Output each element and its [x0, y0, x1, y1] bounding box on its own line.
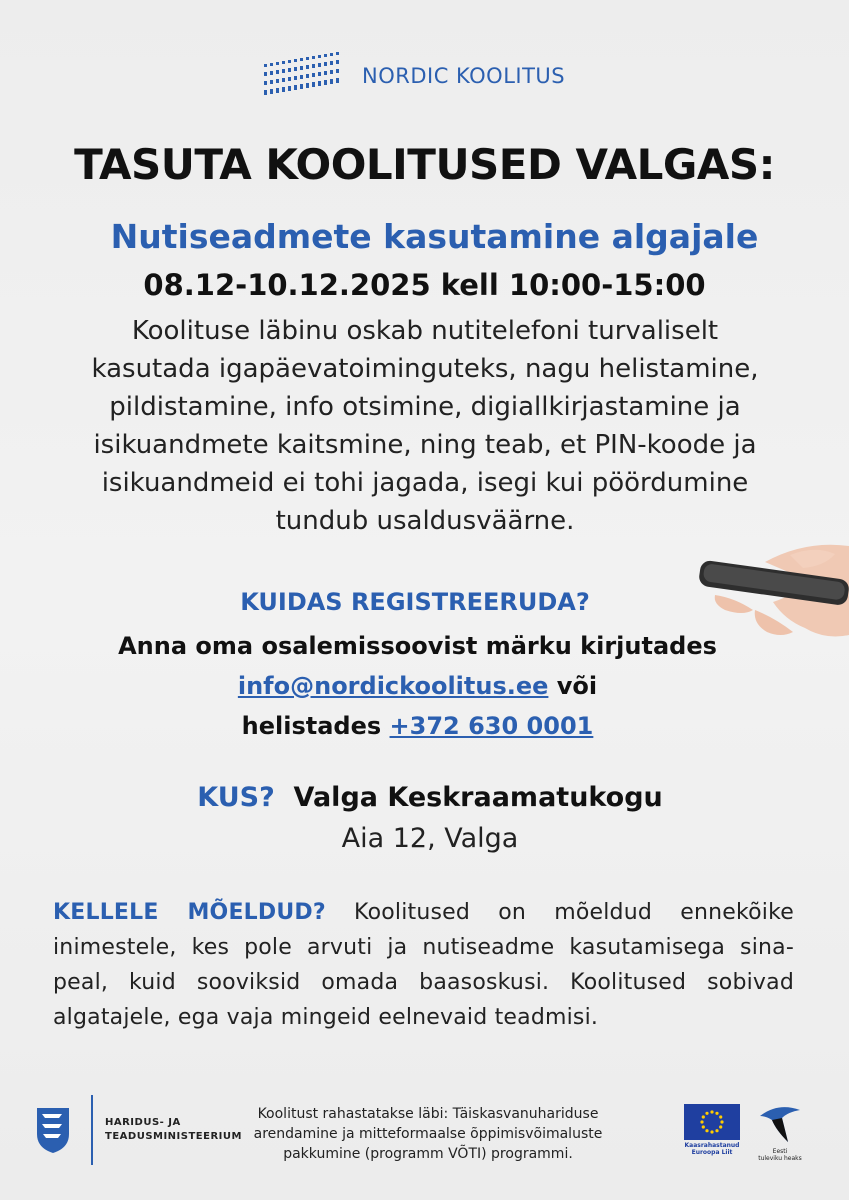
ministry-logo — [35, 1095, 242, 1165]
funding-line: pakkumine (programm VÕTI) programmi. — [283, 1146, 573, 1162]
email-link[interactable]: info@nordickoolitus.ee — [237, 672, 549, 700]
eesti-caption-line: Eesti — [772, 1148, 788, 1155]
eu-flag-icon — [684, 1104, 740, 1140]
location-line — [0, 782, 849, 813]
audience-paragraph — [53, 895, 794, 1035]
eesti-logo — [756, 1102, 804, 1162]
ministry-line: TEADUSMINISTEERIUM — [105, 1131, 242, 1142]
registration-line: Anna oma osalemissoovist märku kirjutades — [118, 632, 717, 660]
logo-wave-icon — [262, 50, 342, 102]
logo-text: NORDIC KOOLITUS — [362, 64, 566, 88]
location-venue: Valga Keskraamatukogu — [293, 782, 663, 813]
description-line: isikuandmete kaitsmine, ning teab, et PIN-koode ja — [93, 430, 757, 460]
location-address: Aia 12, Valga — [341, 823, 519, 854]
ministry-line: HARIDUS- JA — [105, 1117, 181, 1128]
course-description — [30, 312, 820, 540]
swallow-icon — [758, 1102, 802, 1144]
description-line: tundub usaldusväärne. — [275, 506, 575, 536]
phone-link[interactable]: +372 630 0001 — [389, 712, 594, 740]
nordic-koolitus-logo — [262, 50, 565, 102]
description-line: pildistamine, info otsimine, digiallkirjastamine ja — [109, 392, 741, 422]
coat-of-arms-icon — [35, 1106, 71, 1154]
description-line: Koolituse läbinu oskab nutitelefoni turvaliselt — [131, 316, 719, 346]
registration-heading: KUIDAS REGISTREERUDA? — [240, 588, 590, 616]
audience-text: Koolitused on mõeldud ennekõike inimestele, kes pole arvuti ja nutiseadme kasutamisega sina-peal, kuid sooviksid omada baasoskusi. Koolitused sobivad algatajele, ega vaja mingeid eelnevaid teadmisi. — [53, 900, 795, 1030]
funding-line: Koolitust rahastatakse läbi: Täiskasvanuhariduse — [257, 1106, 599, 1122]
eu-caption — [684, 1142, 740, 1156]
funding-note — [228, 1104, 628, 1164]
eu-caption-line: Kaasrahastanud — [684, 1142, 740, 1149]
ministry-name — [91, 1095, 242, 1165]
location-label: KUS? — [197, 782, 275, 813]
registration-text — [0, 626, 835, 746]
funding-line: arendamine ja mitteformaalse õppimisvõimaluste — [253, 1126, 603, 1142]
course-title: Nutiseadmete kasutamine algajale — [110, 217, 759, 256]
page-title: TASUTA KOOLITUSED VALGAS: — [74, 140, 775, 189]
eesti-caption — [756, 1148, 804, 1162]
registration-email-line — [0, 666, 835, 706]
or-text: või — [548, 672, 598, 700]
eu-caption-line: Euroopa Liit — [691, 1149, 733, 1156]
description-line: isikuandmeid ei tohi jagada, isegi kui pöördumine — [101, 468, 749, 498]
audience-label: KELLELE MÕELDUD? — [53, 900, 326, 925]
course-date: 08.12-10.12.2025 kell 10:00-15:00 — [143, 268, 706, 302]
description-line: kasutada igapäevatoiminguteks, nagu helistamine, — [91, 354, 759, 384]
eesti-caption-line: tuleviku heaks — [758, 1155, 802, 1162]
registration-phone-line — [0, 706, 835, 746]
eu-logo — [684, 1104, 740, 1156]
phone-prefix: helistades — [241, 712, 390, 740]
